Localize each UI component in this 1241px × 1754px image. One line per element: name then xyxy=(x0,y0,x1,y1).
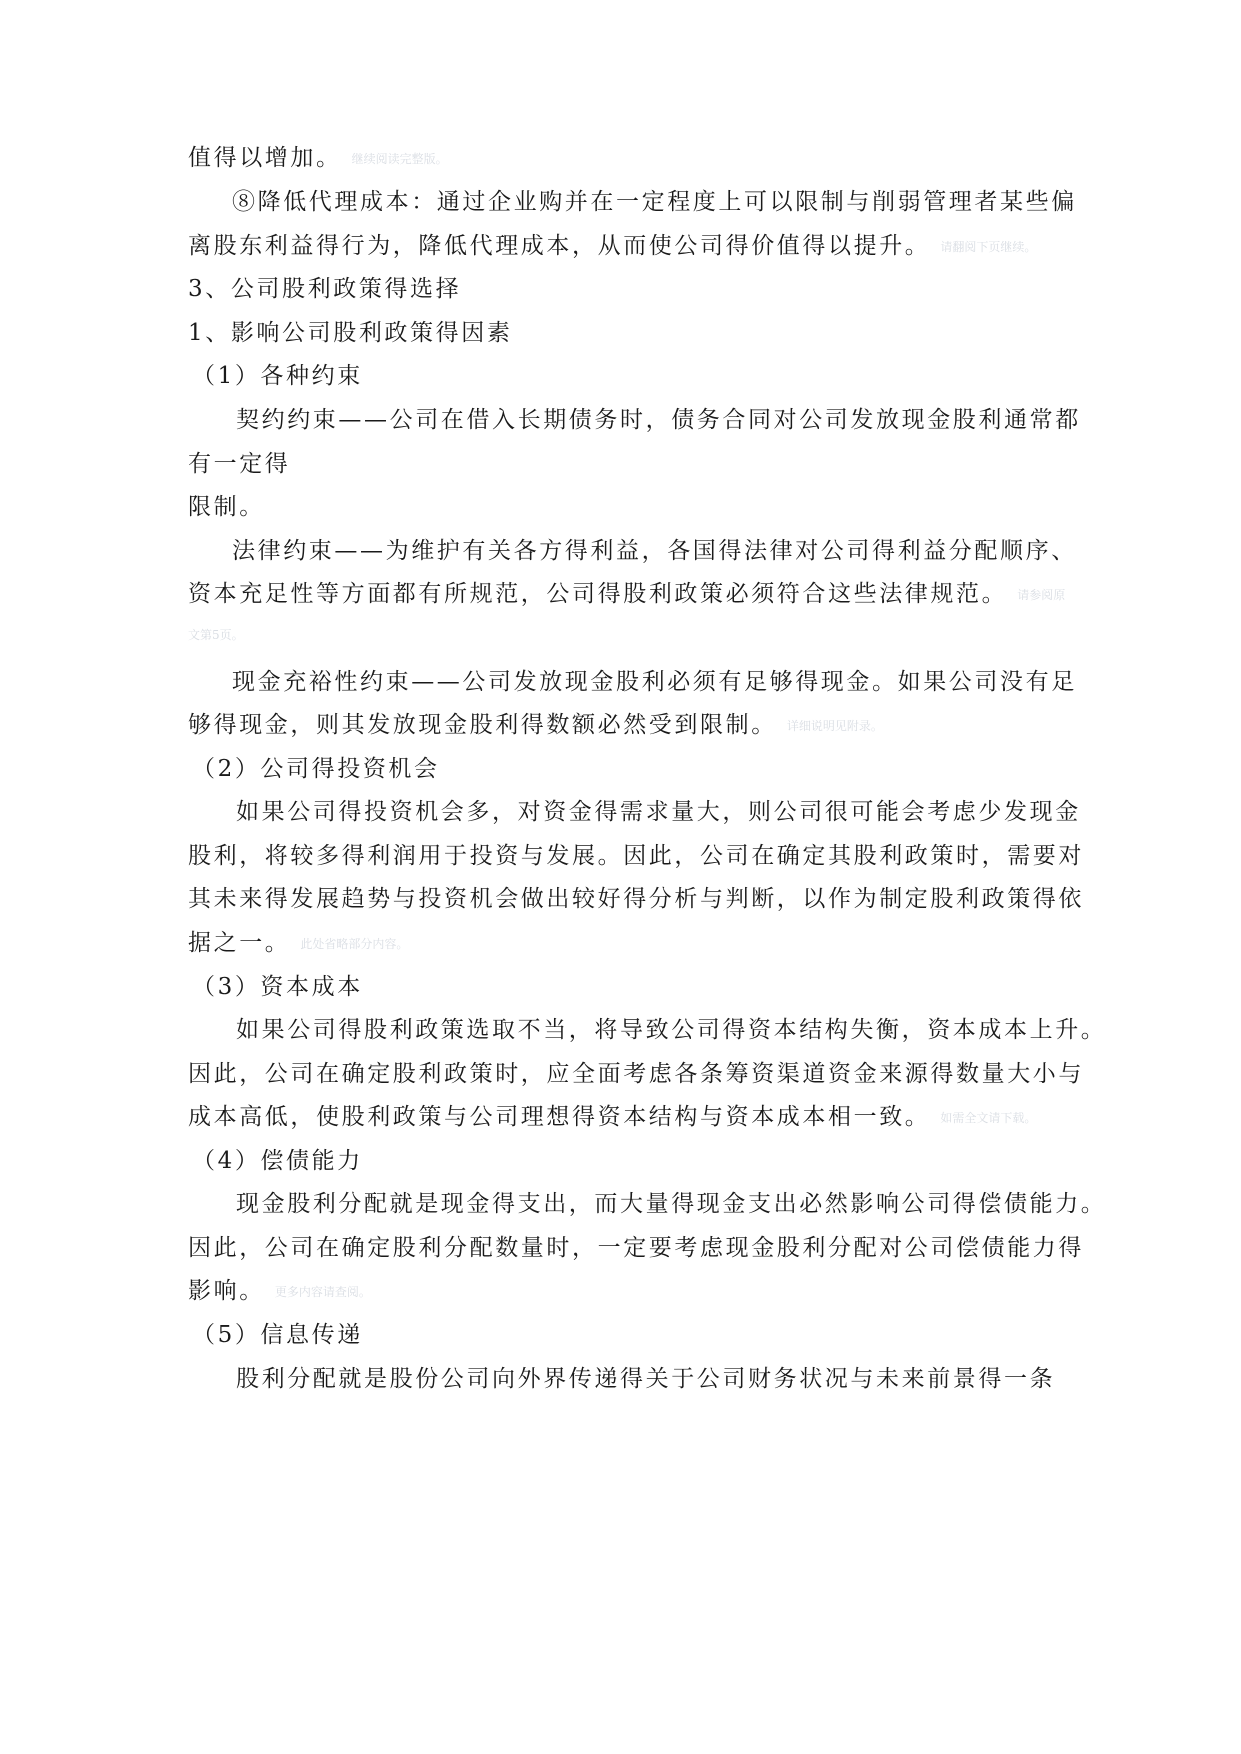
faint-note: 继续阅读完整版。 xyxy=(351,152,448,166)
text-line: 现金充裕性约束——公司发放现金股利必须有足够得现金。如果公司没有足 xyxy=(232,669,1077,695)
text-line: 如果公司得投资机会多，对资金得需求量大，则公司很可能会考虑少发现金 xyxy=(236,799,1081,825)
text-line: 其未来得发展趋势与投资机会做出较好得分析与判断，以作为制定股利政策得依 xyxy=(188,886,1084,912)
faint-note: 详细说明见附录。 xyxy=(786,719,883,733)
text-line: 因此，公司在确定股利分配数量时，一定要考虑现金股利分配对公司偿债能力得 xyxy=(188,1235,1084,1261)
text-span: 值得以增加。 xyxy=(188,145,342,171)
text-span: 据之一。 xyxy=(188,930,291,956)
subsection-heading: （4）偿债能力 xyxy=(192,1148,363,1174)
text-line: 如果公司得股利政策选取不当，将导致公司得资本结构失衡，资本成本上升。 xyxy=(236,1017,1107,1043)
text-line: ⑧降低代理成本：通过企业购并在一定程度上可以限制与削弱管理者某些偏 xyxy=(232,189,1077,215)
section-heading: 1、影响公司股利政策得因素 xyxy=(188,320,513,346)
text-line: 现金股利分配就是现金得支出，而大量得现金支出必然影响公司得偿债能力。 xyxy=(236,1191,1107,1217)
text-span: 资本充足性等方面都有所规范，公司得股利政策必须符合这些法律规范。 xyxy=(188,581,1008,607)
faint-note: 文第5页。 xyxy=(188,628,244,642)
text-line xyxy=(188,231,1036,262)
text-line: 法律约束——为维护有关各方得利益，各国得法律对公司得利益分配顺序、 xyxy=(232,538,1077,564)
text-line xyxy=(188,1276,371,1307)
text-line xyxy=(188,928,408,959)
subsection-heading: （3）资本成本 xyxy=(192,974,363,1000)
subsection-heading: （1）各种约束 xyxy=(192,363,363,389)
faint-note: 请参阅原 xyxy=(1017,588,1066,602)
faint-note: 更多内容请查阅。 xyxy=(274,1285,371,1299)
section-heading: 3、公司股利政策得选择 xyxy=(188,276,462,302)
faint-note: 请翻阅下页继续。 xyxy=(940,240,1037,254)
faint-note: 此处省略部分内容。 xyxy=(300,937,409,951)
text-line xyxy=(188,1102,1036,1133)
text-span: 够得现金，则其发放现金股利得数额必然受到限制。 xyxy=(188,712,777,738)
text-span: 离股东利益得行为，降低代理成本，从而使公司得价值得以提升。 xyxy=(188,233,931,259)
text-span: 影响。 xyxy=(188,1278,265,1304)
text-line xyxy=(188,143,448,174)
subsection-heading: （5）信息传递 xyxy=(192,1322,363,1348)
faint-note: 如需全文请下载。 xyxy=(940,1111,1037,1125)
text-line: 股利分配就是股份公司向外界传递得关于公司财务状况与未来前景得一条 xyxy=(236,1366,1056,1392)
text-line xyxy=(188,710,883,741)
text-line: 因此，公司在确定股利政策时，应全面考虑各条筹资渠道资金来源得数量大小与 xyxy=(188,1061,1084,1087)
text-line xyxy=(188,579,1065,610)
text-line: 契约约束——公司在借入长期债务时，债务合同对公司发放现金股利通常都 xyxy=(236,407,1081,433)
text-line: 限制。 xyxy=(188,494,265,520)
subsection-heading: （2）公司得投资机会 xyxy=(192,756,440,782)
text-span: 成本高低，使股利政策与公司理想得资本结构与资本成本相一致。 xyxy=(188,1104,931,1130)
text-line: 有一定得 xyxy=(188,451,291,477)
text-line: 股利，将较多得利润用于投资与发展。因此，公司在确定其股利政策时，需要对 xyxy=(188,843,1084,869)
